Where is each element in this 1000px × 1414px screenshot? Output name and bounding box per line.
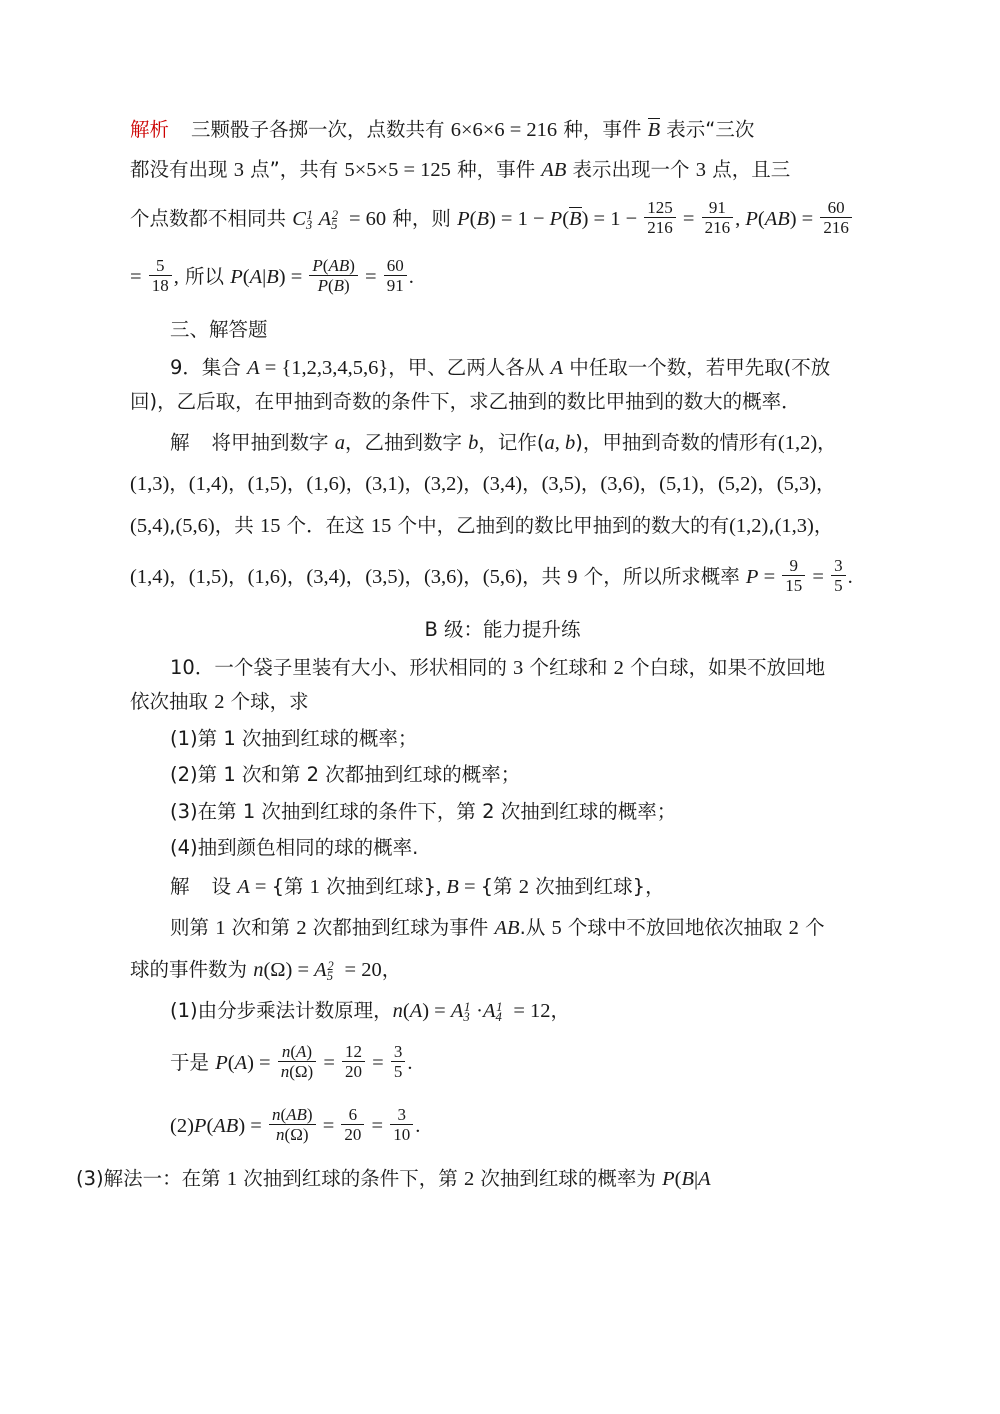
problem-9-block (130, 355, 875, 414)
solution-9-line-1: 解 将甲抽到数字 a，乙抽到数字 b，记作(a, b)，甲抽到奇数的情形有(1,2)， (170, 430, 837, 454)
analysis-label: 解析 (130, 118, 170, 141)
level-b-heading: B 级：能力提升练 (424, 618, 581, 642)
problem-9-line-1: 9．集合 A = {1,2,3,4,5,6}，甲、乙两人各从 A 中任取一个数，若甲先取(不放 (170, 355, 831, 379)
solution-10-line-4: (1)由分步乘法计数原理，$n(A) = A_3^1 \cdot A_4^1 = 12$， (170, 999, 571, 1025)
section-heading-three: 三、解答题 (170, 318, 268, 342)
problem-10-item-1: (1)第 1 次抽到红球的概率； (170, 726, 418, 750)
solution-9-line-4: (1,4)，(1,5)，(1,6)，(3,4)，(3,5)，(3,6)，(5,6)，共 9 个，所以所求概率 P = $\frac{9}{15}$ = $\frac{3}{5}$ . (130, 556, 853, 596)
solution-10-line-6: (2)P(AB) = $\frac{n(AB)}{n(\Omega)}$ = $\frac{6}{20}$ = $\frac{3}{10}$ . (170, 1104, 421, 1144)
solution-9-line-3: (5,4),(5,6)，共 15 个．在这 15 个中，乙抽到的数比甲抽到的数大的有(1,2),(1,3)， (130, 513, 834, 537)
solution-9-block (130, 430, 875, 597)
solution-10-line-5: 于是 P(A) = $\frac{n(A)}{n(\Omega)}$ = $\frac{12}{20}$ = $\frac{3}{5}$ . (170, 1041, 413, 1081)
analysis-line-1: 解析 三颗骰子各掷一次，点数共有 6×6×6 = 216 种，事件 B 表示“三次 (130, 118, 755, 141)
solution-10-line-1: 解 设 A = {第 1 次抽到红球}, B = {第 2 次抽到红球}， (170, 874, 665, 898)
problem-10-item-4: (4)抽到颜色相同的球的概率. (170, 836, 419, 860)
document-content (76, 118, 875, 1190)
problem-10-item-2: (2)第 1 次和第 2 次都抽到红球的概率； (170, 763, 521, 787)
solution-9-line-2: (1,3)，(1,4)，(1,5)，(1,6)，(3,1)，(3,2)，(3,4)，(3,5)，(3,6)，(5,1)，(5,2)，(5,3)， (130, 472, 836, 496)
solution-10-line-3: 球的事件数为 $n(\Omega) = A_5^2 = 20$， (130, 957, 402, 983)
analysis-line-4: = $\frac{5}{18}$ , 所以 P(A|B) = $\frac{P(AB)}{P(B)}$ = $\frac{60}{91}$ . (130, 256, 414, 296)
solution-10-line-7: (3)解法一：在第 1 次抽到红球的条件下，第 2 次抽到红球的概率为 P(B|A (76, 1166, 711, 1190)
problem-10-item-3: (3)在第 1 次抽到红球的条件下，第 2 次抽到红球的概率； (170, 799, 677, 823)
solution-10-block (130, 874, 875, 1145)
problem-10-line-1: 10．一个袋子里装有大小、形状相同的 3 个红球和 2 个白球，如果不放回地 (170, 655, 826, 679)
problem-9-line-2: 回)，乙后取，在甲抽到奇数的条件下，求乙抽到的数比甲抽到的数大的概率． (130, 390, 801, 414)
analysis-line-2: 都没有出现 3 点”，共有 5×5×5 = 125 种，事件 AB 表示出现一个 3 点，且三 (130, 157, 791, 181)
problem-10-block (130, 655, 875, 860)
analysis-block (130, 118, 875, 296)
solution-10-line-2: 则第 1 次和第 2 次都抽到红球为事件 AB.从 5 个球中不放回地依次抽取 2 个 (170, 916, 825, 940)
analysis-line-3: 个点数都不相同共 $C_3^1$ $A_5^2 = 60$ 种，则 P(B) = 1 − P(B) = 1 − $\frac{125}{216}$ = $\frac{91}{216}$ , P(AB) = $\frac{60}{216}$ (130, 199, 875, 238)
problem-10-line-2: 依次抽取 2 个球，求 (130, 690, 309, 714)
